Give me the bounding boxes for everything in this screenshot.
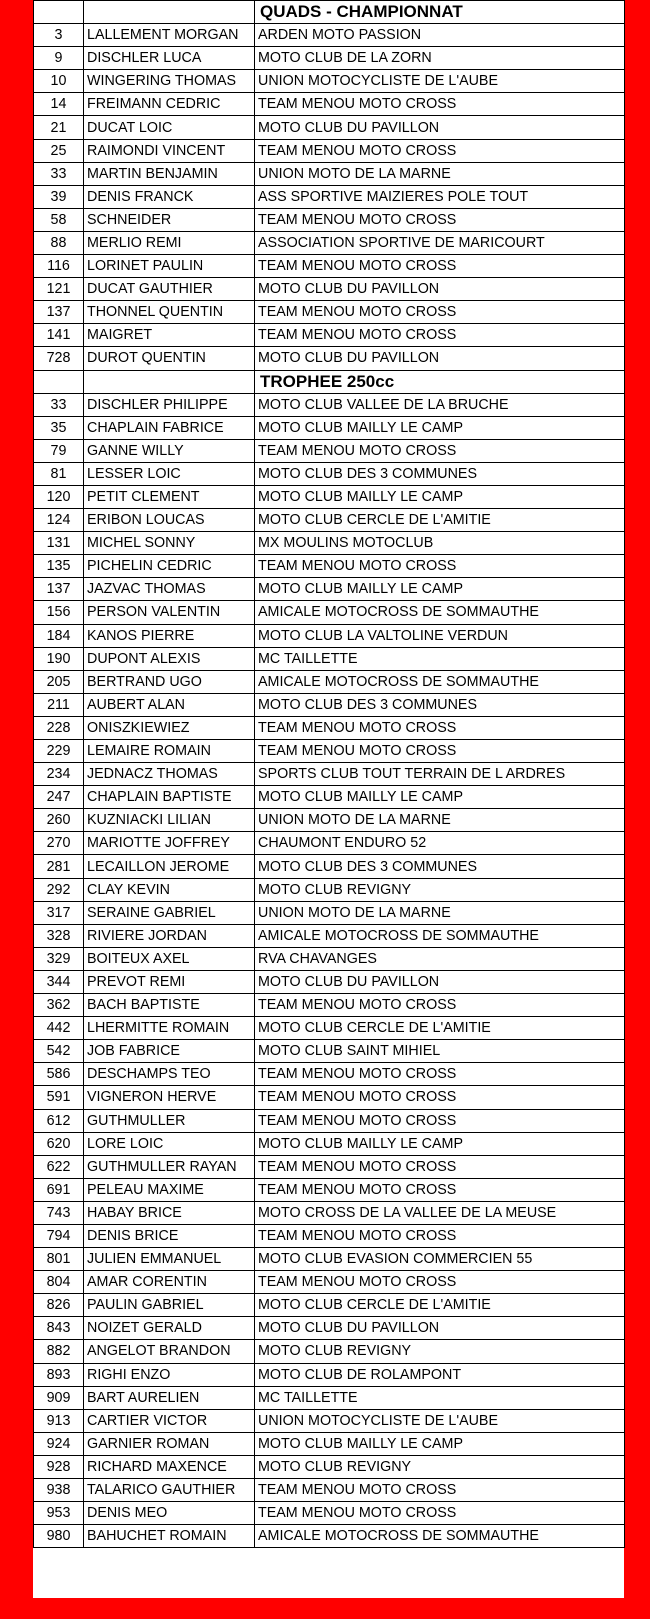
club-name-cell: TEAM MENOU MOTO CROSS (255, 439, 625, 462)
rider-name-cell: JAZVAC THOMAS (84, 578, 255, 601)
table-row (34, 693, 625, 716)
club-name-cell: MOTO CLUB DU PAVILLON (255, 970, 625, 993)
table-row (34, 1340, 625, 1363)
section-header-blank-cell (34, 1, 84, 24)
table-row (34, 578, 625, 601)
club-name-cell: SPORTS CLUB TOUT TERRAIN DE L ARDRES (255, 763, 625, 786)
table-row (34, 1386, 625, 1409)
table-row (34, 878, 625, 901)
club-name-cell: MOTO CLUB MAILLY LE CAMP (255, 1132, 625, 1155)
rider-name-cell: JEDNACZ THOMAS (84, 763, 255, 786)
table-row (34, 1017, 625, 1040)
rider-name-cell: RICHARD MAXENCE (84, 1455, 255, 1478)
rider-name-cell: BART AURELIEN (84, 1386, 255, 1409)
rider-number-cell: 211 (34, 693, 84, 716)
rider-number-cell: 620 (34, 1132, 84, 1155)
rider-number-cell: 843 (34, 1317, 84, 1340)
section-title: TROPHEE 250cc (255, 370, 625, 393)
rider-name-cell: PERSON VALENTIN (84, 601, 255, 624)
rider-name-cell: GUTHMULLER (84, 1109, 255, 1132)
rider-name-cell: RIVIERE JORDAN (84, 924, 255, 947)
rider-name-cell: LALLEMENT MORGAN (84, 24, 255, 47)
rider-number-cell: 141 (34, 324, 84, 347)
table-row (34, 416, 625, 439)
rider-name-cell: ERIBON LOUCAS (84, 509, 255, 532)
table-row (34, 1109, 625, 1132)
rider-name-cell: MARTIN BENJAMIN (84, 162, 255, 185)
table-row (34, 647, 625, 670)
rider-number-cell: 728 (34, 347, 84, 370)
club-name-cell: AMICALE MOTOCROSS DE SOMMAUTHE (255, 670, 625, 693)
club-name-cell: MOTO CLUB MAILLY LE CAMP (255, 786, 625, 809)
table-row (34, 1178, 625, 1201)
rider-name-cell: LEMAIRE ROMAIN (84, 740, 255, 763)
rider-name-cell: PELEAU MAXIME (84, 1178, 255, 1201)
club-name-cell: TEAM MENOU MOTO CROSS (255, 716, 625, 739)
table-row (34, 670, 625, 693)
club-name-cell: MC TAILLETTE (255, 647, 625, 670)
rider-name-cell: FREIMANN CEDRIC (84, 93, 255, 116)
rider-name-cell: DUPONT ALEXIS (84, 647, 255, 670)
club-name-cell: MOTO CLUB MAILLY LE CAMP (255, 485, 625, 508)
rider-number-cell: 9 (34, 47, 84, 70)
table-row (34, 162, 625, 185)
club-name-cell: TEAM MENOU MOTO CROSS (255, 324, 625, 347)
rider-number-cell: 228 (34, 716, 84, 739)
rider-number-cell: 120 (34, 485, 84, 508)
table-row (34, 208, 625, 231)
rider-name-cell: RAIMONDI VINCENT (84, 139, 255, 162)
rider-name-cell: BAHUCHET ROMAIN (84, 1525, 255, 1548)
table-row (34, 1201, 625, 1224)
rider-number-cell: 137 (34, 301, 84, 324)
rider-number-cell: 137 (34, 578, 84, 601)
rider-name-cell: CLAY KEVIN (84, 878, 255, 901)
rider-number-cell: 131 (34, 532, 84, 555)
table-row (34, 1409, 625, 1432)
club-name-cell: MOTO CLUB DU PAVILLON (255, 347, 625, 370)
rider-name-cell: LHERMITTE ROMAIN (84, 1017, 255, 1040)
table-row (34, 301, 625, 324)
table-row (34, 1479, 625, 1502)
table-row (34, 1432, 625, 1455)
table-row (34, 1155, 625, 1178)
club-name-cell: MOTO CLUB DES 3 COMMUNES (255, 855, 625, 878)
table-row (34, 601, 625, 624)
rider-name-cell: GUTHMULLER RAYAN (84, 1155, 255, 1178)
table-row (34, 1040, 625, 1063)
rider-name-cell: KUZNIACKI LILIAN (84, 809, 255, 832)
rider-number-cell: 184 (34, 624, 84, 647)
table-row (34, 1502, 625, 1525)
rider-number-cell: 913 (34, 1409, 84, 1432)
table-row (34, 786, 625, 809)
entry-list-table (33, 0, 625, 1548)
rider-number-cell: 10 (34, 70, 84, 93)
club-name-cell: TEAM MENOU MOTO CROSS (255, 740, 625, 763)
table-row (34, 1063, 625, 1086)
rider-name-cell: JULIEN EMMANUEL (84, 1248, 255, 1271)
rider-number-cell: 317 (34, 901, 84, 924)
table-row (34, 462, 625, 485)
rider-number-cell: 121 (34, 278, 84, 301)
rider-name-cell: DUROT QUENTIN (84, 347, 255, 370)
club-name-cell: TEAM MENOU MOTO CROSS (255, 1063, 625, 1086)
club-name-cell: TEAM MENOU MOTO CROSS (255, 255, 625, 278)
rider-number-cell: 924 (34, 1432, 84, 1455)
rider-name-cell: DENIS MEO (84, 1502, 255, 1525)
section-header-row (34, 370, 625, 393)
table-row (34, 555, 625, 578)
table-row (34, 1132, 625, 1155)
rider-number-cell: 743 (34, 1201, 84, 1224)
rider-number-cell: 292 (34, 878, 84, 901)
rider-number-cell: 691 (34, 1178, 84, 1201)
rider-number-cell: 247 (34, 786, 84, 809)
table-row (34, 393, 625, 416)
club-name-cell: TEAM MENOU MOTO CROSS (255, 1271, 625, 1294)
rider-name-cell: RIGHI ENZO (84, 1363, 255, 1386)
table-row (34, 1525, 625, 1548)
rider-number-cell: 882 (34, 1340, 84, 1363)
table-row (34, 532, 625, 555)
rider-name-cell: BACH BAPTISTE (84, 994, 255, 1017)
club-name-cell: MOTO CLUB DE ROLAMPONT (255, 1363, 625, 1386)
rider-name-cell: MERLIO REMI (84, 231, 255, 254)
rider-number-cell: 35 (34, 416, 84, 439)
table-row (34, 901, 625, 924)
club-name-cell: MOTO CLUB MAILLY LE CAMP (255, 1432, 625, 1455)
table-row (34, 509, 625, 532)
rider-name-cell: NOIZET GERALD (84, 1317, 255, 1340)
rider-number-cell: 801 (34, 1248, 84, 1271)
rider-number-cell: 205 (34, 670, 84, 693)
table-row (34, 93, 625, 116)
club-name-cell: UNION MOTO DE LA MARNE (255, 901, 625, 924)
rider-name-cell: HABAY BRICE (84, 1201, 255, 1224)
rider-number-cell: 442 (34, 1017, 84, 1040)
club-name-cell: TEAM MENOU MOTO CROSS (255, 301, 625, 324)
club-name-cell: UNION MOTOCYCLISTE DE L'AUBE (255, 1409, 625, 1432)
table-row (34, 347, 625, 370)
club-name-cell: MOTO CLUB DES 3 COMMUNES (255, 693, 625, 716)
rider-name-cell: DUCAT GAUTHIER (84, 278, 255, 301)
rider-number-cell: 612 (34, 1109, 84, 1132)
table-row (34, 231, 625, 254)
rider-number-cell: 344 (34, 970, 84, 993)
rider-name-cell: LESSER LOIC (84, 462, 255, 485)
table-row (34, 809, 625, 832)
rider-name-cell: PETIT CLEMENT (84, 485, 255, 508)
table-row (34, 47, 625, 70)
club-name-cell: MOTO CROSS DE LA VALLEE DE LA MEUSE (255, 1201, 625, 1224)
rider-number-cell: 260 (34, 809, 84, 832)
rider-name-cell: DISCHLER PHILIPPE (84, 393, 255, 416)
table-row (34, 324, 625, 347)
table-row (34, 24, 625, 47)
rider-number-cell: 928 (34, 1455, 84, 1478)
club-name-cell: ARDEN MOTO PASSION (255, 24, 625, 47)
table-row (34, 1224, 625, 1247)
rider-name-cell: CARTIER VICTOR (84, 1409, 255, 1432)
club-name-cell: TEAM MENOU MOTO CROSS (255, 93, 625, 116)
rider-name-cell: LECAILLON JEROME (84, 855, 255, 878)
rider-number-cell: 21 (34, 116, 84, 139)
club-name-cell: TEAM MENOU MOTO CROSS (255, 1178, 625, 1201)
table-row (34, 1363, 625, 1386)
club-name-cell: TEAM MENOU MOTO CROSS (255, 555, 625, 578)
club-name-cell: MOTO CLUB DU PAVILLON (255, 278, 625, 301)
rider-name-cell: SERAINE GABRIEL (84, 901, 255, 924)
table-row (34, 439, 625, 462)
rider-name-cell: VIGNERON HERVE (84, 1086, 255, 1109)
rider-name-cell: AUBERT ALAN (84, 693, 255, 716)
rider-number-cell: 116 (34, 255, 84, 278)
club-name-cell: MOTO CLUB VALLEE DE LA BRUCHE (255, 393, 625, 416)
table-row (34, 763, 625, 786)
table-row (34, 924, 625, 947)
rider-number-cell: 938 (34, 1479, 84, 1502)
table-row (34, 1294, 625, 1317)
club-name-cell: MOTO CLUB EVASION COMMERCIEN 55 (255, 1248, 625, 1271)
table-row (34, 1317, 625, 1340)
table-row (34, 485, 625, 508)
table-row (34, 970, 625, 993)
club-name-cell: MX MOULINS MOTOCLUB (255, 532, 625, 555)
club-name-cell: AMICALE MOTOCROSS DE SOMMAUTHE (255, 1525, 625, 1548)
rider-number-cell: 3 (34, 24, 84, 47)
rider-name-cell: BOITEUX AXEL (84, 947, 255, 970)
rider-number-cell: 826 (34, 1294, 84, 1317)
club-name-cell: CHAUMONT ENDURO 52 (255, 832, 625, 855)
table-row (34, 1271, 625, 1294)
rider-name-cell: LORE LOIC (84, 1132, 255, 1155)
club-name-cell: UNION MOTOCYCLISTE DE L'AUBE (255, 70, 625, 93)
club-name-cell: MOTO CLUB REVIGNY (255, 878, 625, 901)
club-name-cell: TEAM MENOU MOTO CROSS (255, 994, 625, 1017)
rider-name-cell: DENIS FRANCK (84, 185, 255, 208)
rider-name-cell: PICHELIN CEDRIC (84, 555, 255, 578)
rider-number-cell: 329 (34, 947, 84, 970)
club-name-cell: MOTO CLUB REVIGNY (255, 1455, 625, 1478)
rider-name-cell: WINGERING THOMAS (84, 70, 255, 93)
table-row (34, 185, 625, 208)
table-row (34, 624, 625, 647)
rider-name-cell: CHAPLAIN BAPTISTE (84, 786, 255, 809)
rider-name-cell: DESCHAMPS TEO (84, 1063, 255, 1086)
table-row (34, 855, 625, 878)
club-name-cell: MOTO CLUB CERCLE DE L'AMITIE (255, 1017, 625, 1040)
table-row (34, 278, 625, 301)
rider-number-cell: 542 (34, 1040, 84, 1063)
rider-number-cell: 909 (34, 1386, 84, 1409)
rider-number-cell: 980 (34, 1525, 84, 1548)
rider-name-cell: PREVOT REMI (84, 970, 255, 993)
rider-number-cell: 33 (34, 162, 84, 185)
rider-number-cell: 81 (34, 462, 84, 485)
table-row (34, 947, 625, 970)
club-name-cell: RVA CHAVANGES (255, 947, 625, 970)
rider-name-cell: MICHEL SONNY (84, 532, 255, 555)
rider-number-cell: 156 (34, 601, 84, 624)
rider-name-cell: JOB FABRICE (84, 1040, 255, 1063)
table-row (34, 70, 625, 93)
club-name-cell: MOTO CLUB LA VALTOLINE VERDUN (255, 624, 625, 647)
rider-number-cell: 190 (34, 647, 84, 670)
rider-number-cell: 794 (34, 1224, 84, 1247)
table-row (34, 832, 625, 855)
table-row (34, 740, 625, 763)
rider-name-cell: GANNE WILLY (84, 439, 255, 462)
table-row (34, 139, 625, 162)
club-name-cell: TEAM MENOU MOTO CROSS (255, 1109, 625, 1132)
rider-number-cell: 591 (34, 1086, 84, 1109)
club-name-cell: TEAM MENOU MOTO CROSS (255, 208, 625, 231)
table-row (34, 994, 625, 1017)
rider-number-cell: 25 (34, 139, 84, 162)
rider-number-cell: 14 (34, 93, 84, 116)
table-row (34, 716, 625, 739)
rider-number-cell: 362 (34, 994, 84, 1017)
table-row (34, 1455, 625, 1478)
rider-number-cell: 135 (34, 555, 84, 578)
club-name-cell: TEAM MENOU MOTO CROSS (255, 1224, 625, 1247)
rider-name-cell: MAIGRET (84, 324, 255, 347)
rider-name-cell: CHAPLAIN FABRICE (84, 416, 255, 439)
table-row (34, 116, 625, 139)
section-header-blank-cell (84, 370, 255, 393)
rider-name-cell: THONNEL QUENTIN (84, 301, 255, 324)
rider-name-cell: DUCAT LOIC (84, 116, 255, 139)
club-name-cell: TEAM MENOU MOTO CROSS (255, 139, 625, 162)
club-name-cell: MOTO CLUB CERCLE DE L'AMITIE (255, 509, 625, 532)
rider-name-cell: KANOS PIERRE (84, 624, 255, 647)
rider-name-cell: LORINET PAULIN (84, 255, 255, 278)
rider-number-cell: 893 (34, 1363, 84, 1386)
rider-number-cell: 953 (34, 1502, 84, 1525)
club-name-cell: MOTO CLUB DE LA ZORN (255, 47, 625, 70)
club-name-cell: MOTO CLUB MAILLY LE CAMP (255, 578, 625, 601)
rider-name-cell: PAULIN GABRIEL (84, 1294, 255, 1317)
rider-number-cell: 39 (34, 185, 84, 208)
club-name-cell: MOTO CLUB CERCLE DE L'AMITIE (255, 1294, 625, 1317)
rider-name-cell: BERTRAND UGO (84, 670, 255, 693)
club-name-cell: MOTO CLUB REVIGNY (255, 1340, 625, 1363)
rider-number-cell: 33 (34, 393, 84, 416)
rider-name-cell: AMAR CORENTIN (84, 1271, 255, 1294)
club-name-cell: MOTO CLUB MAILLY LE CAMP (255, 416, 625, 439)
club-name-cell: UNION MOTO DE LA MARNE (255, 162, 625, 185)
rider-name-cell: DENIS BRICE (84, 1224, 255, 1247)
rider-number-cell: 58 (34, 208, 84, 231)
rider-number-cell: 88 (34, 231, 84, 254)
rider-number-cell: 281 (34, 855, 84, 878)
rider-number-cell: 79 (34, 439, 84, 462)
club-name-cell: AMICALE MOTOCROSS DE SOMMAUTHE (255, 601, 625, 624)
rider-name-cell: DISCHLER LUCA (84, 47, 255, 70)
club-name-cell: AMICALE MOTOCROSS DE SOMMAUTHE (255, 924, 625, 947)
club-name-cell: UNION MOTO DE LA MARNE (255, 809, 625, 832)
rider-name-cell: MARIOTTE JOFFREY (84, 832, 255, 855)
table-row (34, 1086, 625, 1109)
club-name-cell: MOTO CLUB DU PAVILLON (255, 116, 625, 139)
rider-number-cell: 234 (34, 763, 84, 786)
table-row (34, 255, 625, 278)
rider-number-cell: 270 (34, 832, 84, 855)
section-header-row (34, 1, 625, 24)
club-name-cell: ASS SPORTIVE MAIZIERES POLE TOUT (255, 185, 625, 208)
rider-name-cell: ONISZKIEWIEZ (84, 716, 255, 739)
rider-number-cell: 229 (34, 740, 84, 763)
section-title: QUADS - CHAMPIONNAT (255, 1, 625, 24)
rider-number-cell: 328 (34, 924, 84, 947)
club-name-cell: TEAM MENOU MOTO CROSS (255, 1086, 625, 1109)
section-header-blank-cell (84, 1, 255, 24)
rider-number-cell: 124 (34, 509, 84, 532)
rider-name-cell: ANGELOT BRANDON (84, 1340, 255, 1363)
entry-list-body (34, 1, 625, 1548)
spreadsheet-sheet (33, 0, 624, 1598)
rider-name-cell: GARNIER ROMAN (84, 1432, 255, 1455)
rider-name-cell: SCHNEIDER (84, 208, 255, 231)
club-name-cell: MC TAILLETTE (255, 1386, 625, 1409)
table-row (34, 1248, 625, 1271)
club-name-cell: TEAM MENOU MOTO CROSS (255, 1502, 625, 1525)
rider-number-cell: 586 (34, 1063, 84, 1086)
rider-number-cell: 622 (34, 1155, 84, 1178)
rider-name-cell: TALARICO GAUTHIER (84, 1479, 255, 1502)
club-name-cell: MOTO CLUB DU PAVILLON (255, 1317, 625, 1340)
club-name-cell: MOTO CLUB SAINT MIHIEL (255, 1040, 625, 1063)
club-name-cell: ASSOCIATION SPORTIVE DE MARICOURT (255, 231, 625, 254)
section-header-blank-cell (34, 370, 84, 393)
club-name-cell: TEAM MENOU MOTO CROSS (255, 1479, 625, 1502)
club-name-cell: TEAM MENOU MOTO CROSS (255, 1155, 625, 1178)
club-name-cell: MOTO CLUB DES 3 COMMUNES (255, 462, 625, 485)
rider-number-cell: 804 (34, 1271, 84, 1294)
